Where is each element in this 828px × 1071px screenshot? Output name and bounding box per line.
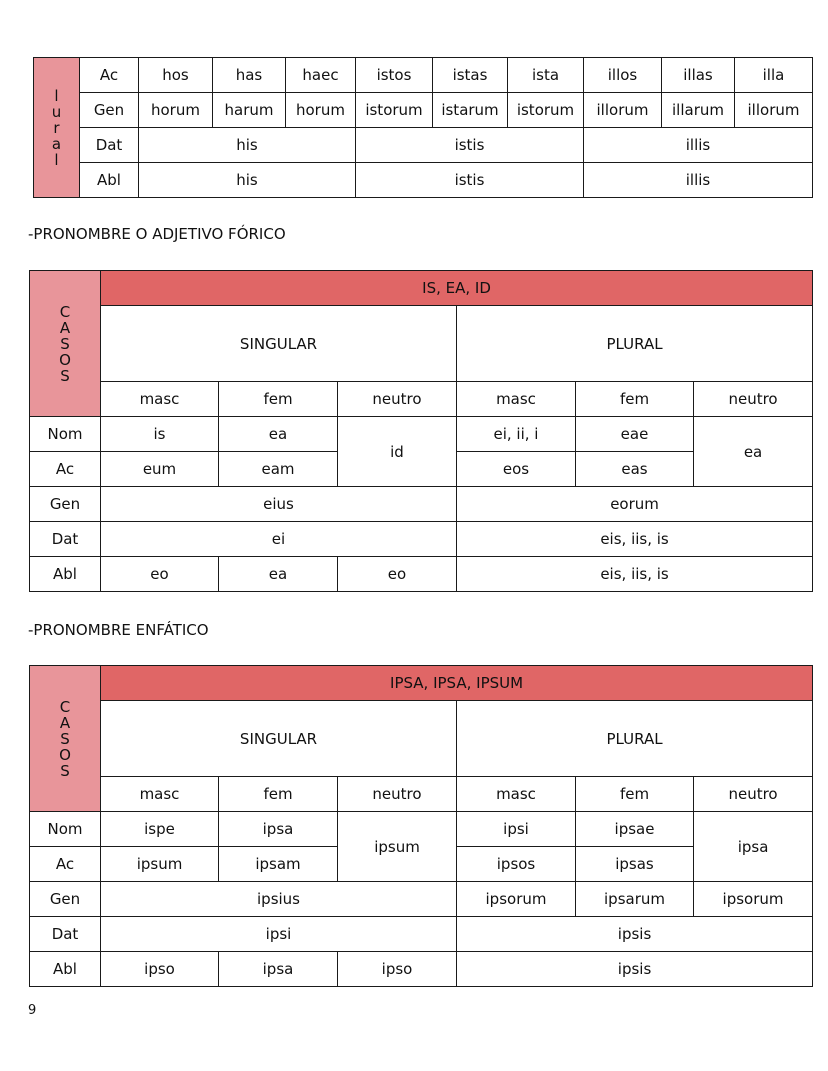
table-row	[30, 271, 813, 306]
table-cell: ipsum	[101, 847, 219, 882]
case-label: Abl	[30, 952, 101, 987]
gender-header: neutro	[694, 777, 813, 812]
table-cell: ea	[219, 557, 338, 592]
table-row	[30, 917, 813, 952]
table-cell: ipsa	[219, 812, 338, 847]
section-heading-emphatic: -PRONOMBRE ENFÁTICO	[28, 621, 209, 639]
table-cell: illos	[584, 58, 662, 93]
plural-demonstratives-table	[33, 57, 813, 198]
table-cell: ea	[219, 417, 338, 452]
table-row	[30, 557, 813, 592]
table-cell: has	[213, 58, 286, 93]
table-cell: ei, ii, i	[457, 417, 576, 452]
table-cell: istas	[433, 58, 508, 93]
casos-side-label: C A S O S	[30, 271, 101, 417]
case-label: Abl	[80, 163, 139, 198]
case-label: Gen	[30, 882, 101, 917]
table-cell: ipsas	[576, 847, 694, 882]
table-cell: ipsorum	[457, 882, 576, 917]
table-row	[30, 417, 813, 452]
case-label: Ac	[80, 58, 139, 93]
singular-header: SINGULAR	[101, 701, 457, 777]
table-cell: eis, iis, is	[457, 522, 813, 557]
section-heading-foric: -PRONOMBRE O ADJETIVO FÓRICO	[28, 225, 286, 243]
table-cell: eos	[457, 452, 576, 487]
gender-header: masc	[101, 777, 219, 812]
table-cell: ipso	[101, 952, 219, 987]
gender-header: neutro	[338, 382, 457, 417]
table-cell: haec	[286, 58, 356, 93]
table-cell: istorum	[508, 93, 584, 128]
case-label: Gen	[80, 93, 139, 128]
table-cell: ei	[101, 522, 457, 557]
table-cell: eum	[101, 452, 219, 487]
case-label: Abl	[30, 557, 101, 592]
table-row	[34, 93, 813, 128]
table-cell: hos	[139, 58, 213, 93]
gender-header: fem	[219, 382, 338, 417]
table-row	[30, 522, 813, 557]
table-cell: his	[139, 163, 356, 198]
table-cell: is	[101, 417, 219, 452]
table-cell: illis	[584, 163, 813, 198]
table-cell: illis	[584, 128, 813, 163]
case-label: Ac	[30, 847, 101, 882]
case-label: Dat	[30, 917, 101, 952]
table-cell: ea	[694, 417, 813, 487]
table-cell: istis	[356, 128, 584, 163]
gender-header: fem	[576, 382, 694, 417]
table-cell: ipsarum	[576, 882, 694, 917]
case-label: Dat	[80, 128, 139, 163]
page-number: 9	[28, 1003, 37, 1018]
table-cell: eam	[219, 452, 338, 487]
table-cell: ipsae	[576, 812, 694, 847]
case-label: Nom	[30, 417, 101, 452]
table-cell: his	[139, 128, 356, 163]
table-row	[34, 163, 813, 198]
table-row	[30, 306, 813, 382]
table-cell: illarum	[662, 93, 735, 128]
table-row	[34, 128, 813, 163]
table-cell: istos	[356, 58, 433, 93]
table-cell: illorum	[584, 93, 662, 128]
table-row	[30, 666, 813, 701]
gender-header: masc	[101, 382, 219, 417]
ipse-table	[29, 665, 813, 987]
table-cell: eorum	[457, 487, 813, 522]
table-row	[30, 382, 813, 417]
table-cell: eo	[338, 557, 457, 592]
table-cell: istorum	[356, 93, 433, 128]
casos-side-label: C A S O S	[30, 666, 101, 812]
table-cell: ipsa	[219, 952, 338, 987]
table-cell: ista	[508, 58, 584, 93]
table-cell: ipso	[338, 952, 457, 987]
gender-header: fem	[219, 777, 338, 812]
table-title: IS, EA, ID	[101, 271, 813, 306]
table-cell: illas	[662, 58, 735, 93]
table-cell: istis	[356, 163, 584, 198]
table-cell: illa	[735, 58, 813, 93]
table-row	[30, 487, 813, 522]
table-cell: horum	[286, 93, 356, 128]
table-row	[30, 812, 813, 847]
table-cell: ipsum	[338, 812, 457, 882]
table-cell: eo	[101, 557, 219, 592]
table-cell: ispe	[101, 812, 219, 847]
table-cell: ipsa	[694, 812, 813, 882]
case-label: Dat	[30, 522, 101, 557]
plural-header: PLURAL	[457, 306, 813, 382]
table-cell: id	[338, 417, 457, 487]
table-cell: ipsos	[457, 847, 576, 882]
table-cell: eas	[576, 452, 694, 487]
table-row	[30, 882, 813, 917]
table-cell: ipsi	[457, 812, 576, 847]
table-cell: eae	[576, 417, 694, 452]
table-row	[30, 701, 813, 777]
case-label: Ac	[30, 452, 101, 487]
gender-header: masc	[457, 382, 576, 417]
table-cell: eius	[101, 487, 457, 522]
singular-header: SINGULAR	[101, 306, 457, 382]
gender-header: neutro	[338, 777, 457, 812]
is-ea-id-table	[29, 270, 813, 592]
plural-header: PLURAL	[457, 701, 813, 777]
table-title: IPSA, IPSA, IPSUM	[101, 666, 813, 701]
gender-header: fem	[576, 777, 694, 812]
table-cell: ipsis	[457, 917, 813, 952]
case-label: Gen	[30, 487, 101, 522]
plural-side-label: l u r a l	[34, 58, 80, 198]
gender-header: neutro	[694, 382, 813, 417]
table-cell: ipsam	[219, 847, 338, 882]
table-row	[30, 952, 813, 987]
table-cell: harum	[213, 93, 286, 128]
table-cell: ipsi	[101, 917, 457, 952]
table-row	[34, 58, 813, 93]
table-cell: ipsius	[101, 882, 457, 917]
gender-header: masc	[457, 777, 576, 812]
case-label: Nom	[30, 812, 101, 847]
table-cell: eis, iis, is	[457, 557, 813, 592]
table-cell: ipsorum	[694, 882, 813, 917]
table-cell: illorum	[735, 93, 813, 128]
table-row	[30, 777, 813, 812]
table-cell: horum	[139, 93, 213, 128]
table-cell: istarum	[433, 93, 508, 128]
table-cell: ipsis	[457, 952, 813, 987]
